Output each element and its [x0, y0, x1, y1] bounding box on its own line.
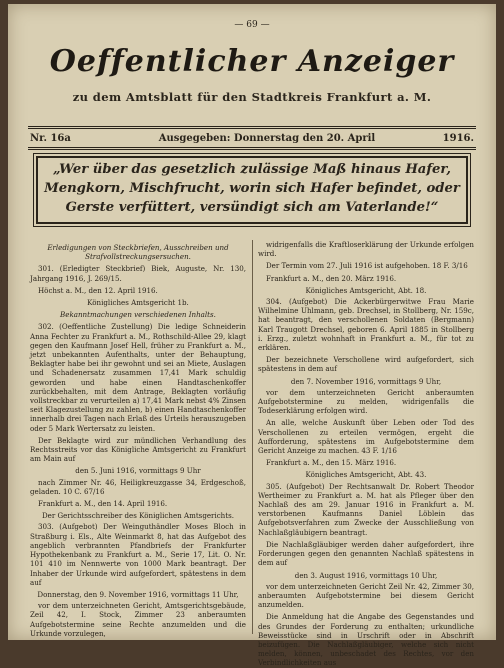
notice-305-cont: vor dem unterzeichneten Gericht Zeil Nr. 42, Zimmer 30, anberaumten Aufgebotstermine bei diesem Gericht anzumelden. [258, 581, 474, 610]
banner-line-3: Gerste verfüttert, versündigt sich am Vaterlande!“ [65, 200, 439, 215]
notice-303-cont: vor dem unterzeichneten Gericht, Amtsgerichtsgebäude, Zeil 42, I. Stock, Zimmer 23 anberaumten Aufgebotstermine seine Rechte anzumelden und die Urkunde vorzulegen, [30, 601, 246, 638]
newspaper-page [8, 4, 496, 668]
notice-304-info: An alle, welche Auskunft über Leben oder Tod des Verschollenen zu erteilen vermögen, ergeht die Aufforderung, spätestens im Aufgebotstermine dem Gericht Anzeige zu machen. 43 F. 1/16 [258, 418, 474, 456]
issue-line [30, 133, 474, 144]
notice-302-summons: Der Beklagte wird zur mündlichen Verhandlung des Rechtsstreits vor das Königliche Amtsgericht zu Frankfurt am Main auf [30, 435, 246, 464]
notice-302-clerk: Der Gerichtsschreiber des Königlichen Amtsgerichts. [41, 511, 235, 521]
notice-304-court: Königliches Amtsgericht, Abt. 43. [305, 470, 427, 480]
section-heading: Erledigungen von Steckbriefen, Ausschreiben und Strafvollstreckungsersuchen. [47, 243, 229, 262]
notice-302-place: nach Zimmer Nr. 46, Heiligkreuzgasse 34, Erdgeschoß, geladen. 10 C. 67/16 [30, 477, 246, 496]
page-number: — 69 — [234, 20, 270, 30]
notice-305-call: Die Nachlaßgläubiger werden daher aufgefordert, ihre Forderungen gegen den genannten Nachlaß spätestens in dem auf [258, 539, 474, 568]
notice-302-issued: Frankfurt a. M., den 14. April 1916. [38, 499, 168, 509]
notice-303-date: Donnerstag, den 9. November 1916, vormittags 11 Uhr, [37, 589, 239, 599]
notice-301: 301. (Erledigter Steckbrief) Biek, Auguste, Nr. 130, Jahrgang 1916, J. 269/15. [30, 264, 246, 283]
notice-301-court: Königliches Amtsgericht 1b. [87, 298, 189, 308]
rule-top [28, 126, 476, 129]
left-column [30, 240, 246, 636]
column-divider [252, 240, 253, 634]
notice-302-date: den 5. Juni 1916, vormittags 9 Uhr [75, 466, 201, 476]
notice-303-note: Der Termin vom 27. Juli 1916 ist aufgehoben. 18 F. 3/16 [266, 261, 468, 271]
banner-box [36, 156, 468, 224]
notice-304-issued: Frankfurt a. M., den 15. März 1916. [266, 458, 397, 468]
issue-date: Ausgegeben: Donnerstag den 20. April [158, 133, 376, 144]
notice-304: 304. (Aufgebot) Die Ackerbürgerwitwe Frau Marie Wilhelmine Uhlmann, geb. Drechsel, in Stollberg, Nr. 159c, hat beantragt, den verschollenen Soldaten (Bergmann) Karl Traugott Drechsel, geboren 6. April 1885 in Stollberg i. Erzg., zuletzt wohnhaft in Frankfurt a. M., für tot zu erklären. [258, 297, 474, 353]
section-heading-2: Bekanntmachungen verschiedenen Inhalts. [60, 310, 216, 320]
notice-303: 303. (Aufgebot) Der Weinguthändler Moses Bloch in Straßburg i. Els., Alte Weinmarkt 8, hat das Aufgebot des angeblich verbrannten Pfandbriefs der Frankfurter Hypothekenbank zu Frankfurt a. M., Serie 17, Lit. O. Nr. 101 410 im Nennwerte von 1000 Mark beantragt. Der Inhaber der Urkunde wird aufgefordert, spätestens in dem auf [30, 522, 246, 587]
notice-304-cont: vor dem unterzeichneten Gericht anberaumten Aufgebotstermine zu melden, widrigenfalls die Todeserklärung erfolgen wird. [258, 387, 474, 416]
notice-301-date: Höchst a. M., den 12. April 1916. [38, 285, 158, 295]
banner-line-1: „Wer über das gesetzlich zulässige Maß hinaus Hafer, [53, 162, 451, 177]
rule-bottom [28, 147, 476, 150]
issue-year: 1916. [442, 133, 474, 144]
notice-303-end: widrigenfalls die Kraftloserklärung der Urkunde erfolgen wird. [258, 240, 474, 259]
notice-303-court: Königliches Amtsgericht, Abt. 18. [305, 285, 427, 295]
notice-304-date: den 7. November 1916, vormittags 9 Uhr, [290, 376, 442, 386]
notice-303-issued: Frankfurt a. M., den 20. März 1916. [266, 273, 397, 283]
issue-number: Nr. 16a [30, 133, 71, 144]
notice-302: 302. (Oeffentliche Zustellung) Die ledige Schneiderin Anna Fechter zu Frankfurt a. M., Rothschild-Allee 29, klagt gegen den Kaufmann Josef Hell, früher zu Frankfurt a. M., jetzt unbekannten Aufenthalts, unter der Behauptung, Beklagter habe bei ihr gewohnt und sei an Miete, Auslagen und Schadenersatz zusammen 17,41 Mark schuldig geworden und habe einen Handtaschenkoffer zurückbehalten, mit dem Antrage, Beklagten vorläufig vollstreckbar zu verurteilen a) 17,41 Mark nebst 4% Zinsen seit Klagezustellung zu zahlen, b) einen Handtaschenkoffer innerhalb drei Tagen nach Erlaß des Urteils herauszugeben oder 5 Mark Wertersatz zu leisten. [30, 322, 246, 433]
notice-305: 305. (Aufgebot) Der Rechtsanwalt Dr. Robert Theodor Wertheimer zu Frankfurt a. M. hat als Pfleger über den Nachlaß des am 29. Januar 1916 in Frankfurt a. M. verstorbenen Kaufmanns Daniel Löblein das Aufgebotsverfahren zum Zwecke der Ausschließung von Nachlaßgläubigern beantragt. [258, 481, 474, 537]
notice-305-date: den 3. August 1916, vormittags 10 Uhr, [294, 570, 438, 580]
banner-line-2: Mengkorn, Mischfrucht, worin sich Hafer befindet, oder [44, 181, 460, 196]
masthead-subtitle: zu dem Amtsblatt für den Stadtkreis Frankfurt a. M. [72, 90, 432, 104]
right-column [258, 240, 474, 668]
masthead-title: Oeffentlicher Anzeiger [49, 44, 455, 79]
notice-304-call: Der bezeichnete Verschollene wird aufgefordert, sich spätestens in dem auf [258, 355, 474, 374]
notice-305-details: Die Anmeldung hat die Angabe des Gegenstandes und des Grundes der Forderung zu enthalten; urkundliche Beweisstücke sind in Urschrift oder in Abschrift beizufügen. Die Nachlaßgläubiger, welche sich nicht melden, können, unbeschadet des Rechtes, vor den Verbindlichkeiten aus [258, 612, 474, 668]
